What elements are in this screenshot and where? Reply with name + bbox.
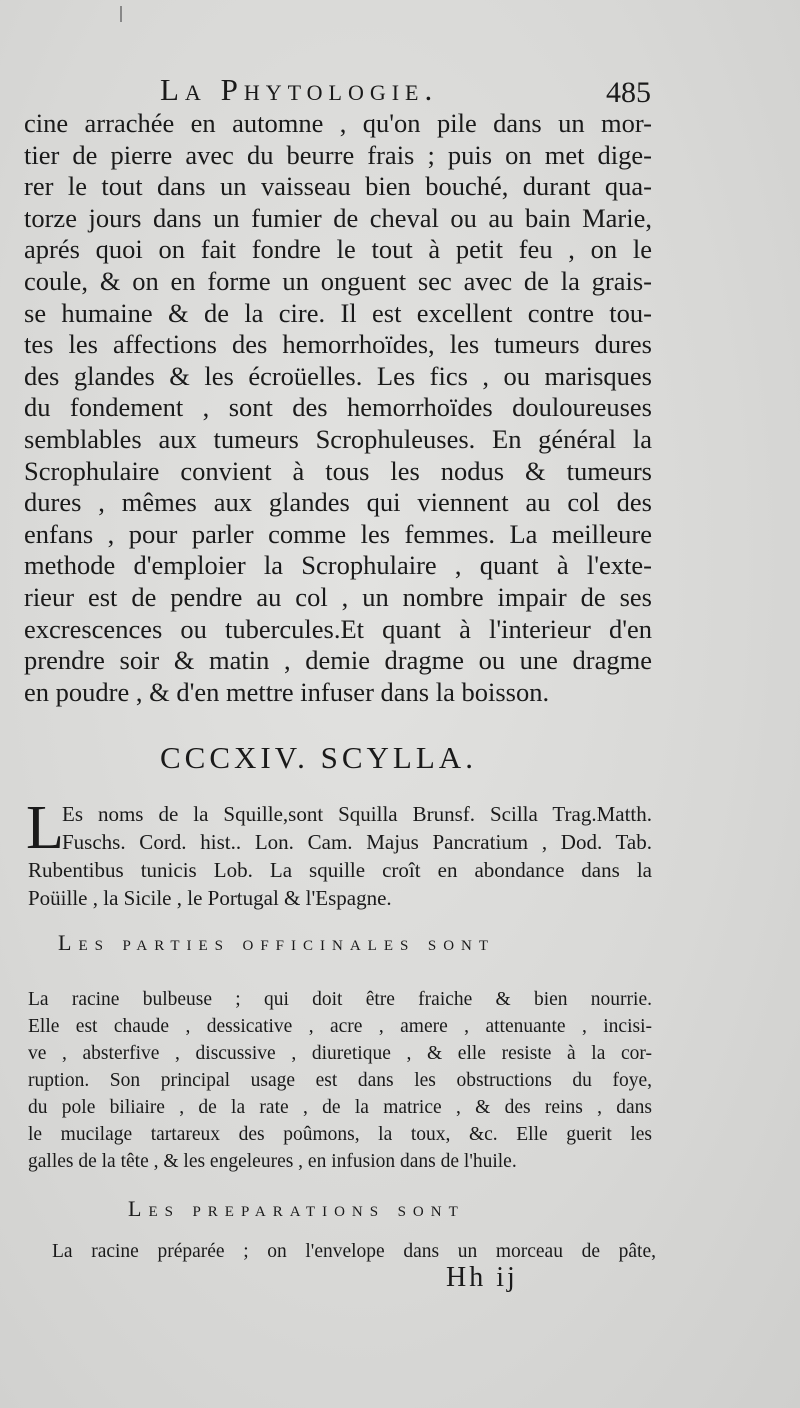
text-line: cine arrachée en automne , qu'on pile dans un mor- bbox=[24, 108, 652, 138]
running-head bbox=[160, 72, 660, 108]
running-head-title: La Phytologie. bbox=[160, 72, 439, 107]
text-line: galles de la tête , & les engeleures , en infusion dans de l'huile. bbox=[28, 1151, 517, 1172]
text-line: Fuschs. Cord. hist.. Lon. Cam. Majus Pancratium , Dod. Tab. bbox=[62, 830, 652, 854]
text-line: torze jours dans un fumier de cheval ou au bain Marie, bbox=[24, 202, 652, 233]
text-line: ve , absterfive , discussive , diuretique , & elle resiste à la cor- bbox=[28, 1043, 652, 1064]
text-line: tier de pierre avec du beurre frais ; puis on met dige- bbox=[24, 139, 652, 170]
text-line: se humaine & de la cire. Il est excellent contre tou- bbox=[24, 297, 652, 328]
text-line: le mucilage tartareux des poûmons, la toux, &c. Elle guerit les bbox=[28, 1124, 652, 1145]
text-line: La racine bulbeuse ; qui doit être fraiche & bien nourrie. bbox=[28, 989, 652, 1010]
text-line: ruption. Son principal usage est dans les obstructions du foye, bbox=[28, 1070, 652, 1091]
text-line: tes les affections des hemorrhoïdes, les tumeurs dures bbox=[24, 329, 652, 360]
text-line: des glandes & les écroüelles. Les fics , ou marisques bbox=[24, 360, 652, 391]
text-line: semblables aux tumeurs Scrophuleuses. En général la bbox=[24, 423, 652, 454]
margin-mark bbox=[120, 6, 122, 22]
signature-mark: Hh ij bbox=[446, 1262, 518, 1293]
section-title: CCCXIV. SCYLLA. bbox=[160, 740, 477, 775]
text-line: Poüille , la Sicile , le Portugal & l'Espagne. bbox=[28, 886, 392, 910]
paragraph-names-top bbox=[62, 800, 652, 856]
text-line: aprés quoi on fait fondre le tout à petit feu , on le bbox=[24, 234, 652, 265]
text-line: La racine préparée ; on l'envelope dans un morceau de pâte, bbox=[52, 1241, 656, 1262]
drop-cap: L bbox=[26, 794, 64, 862]
paragraph-preparation bbox=[52, 1238, 656, 1265]
text-line: Es noms de la Squille,sont Squilla Brunsf. Scilla Trag.Matth. bbox=[62, 802, 652, 826]
paragraph-scrophulaire bbox=[24, 108, 652, 708]
text-line: coule, & on en forme un onguent sec avec de la grais- bbox=[24, 265, 652, 296]
text-line: Rubentibus tunicis Lob. La squille croît en abondance dans la bbox=[28, 858, 652, 882]
text-line: methode d'emploier la Scrophulaire , quant à l'exte- bbox=[24, 550, 652, 581]
text-line: Scrophulaire convient à tous les nodus & tumeurs bbox=[24, 455, 652, 486]
text-line: Elle est chaude , dessicative , acre , amere , attenuante , incisi- bbox=[28, 1016, 652, 1037]
text-line: du fondement , sont des hemorrhoïdes douloureuses bbox=[24, 392, 652, 423]
text-line: rieur est de pendre au col , un nombre impair de ses bbox=[24, 581, 652, 612]
text-line: excrescences ou tubercules.Et quant à l'interieur d'en bbox=[24, 613, 652, 644]
paragraph-names-rest bbox=[28, 856, 652, 912]
text-line: rer le tout dans un vaisseau bien bouché, durant qua- bbox=[24, 171, 652, 202]
subheading-officinales: Les parties officinales sont bbox=[58, 930, 496, 955]
text-line: enfans , pour parler comme les femmes. La meilleure bbox=[24, 518, 652, 549]
text-line: en poudre , & d'en mettre infuser dans la boisson. bbox=[24, 676, 550, 707]
page-number: 485 bbox=[606, 76, 651, 109]
paragraph-racine bbox=[28, 986, 652, 1175]
subheading-preparations: Les preparations sont bbox=[128, 1196, 465, 1221]
text-line: prendre soir & matin , demie dragme ou une dragme bbox=[24, 645, 652, 676]
text-line: du pole biliaire , de la rate , de la matrice , & des reins , dans bbox=[28, 1097, 652, 1118]
text-line: dures , mêmes aux glandes qui viennent au col des bbox=[24, 487, 652, 518]
